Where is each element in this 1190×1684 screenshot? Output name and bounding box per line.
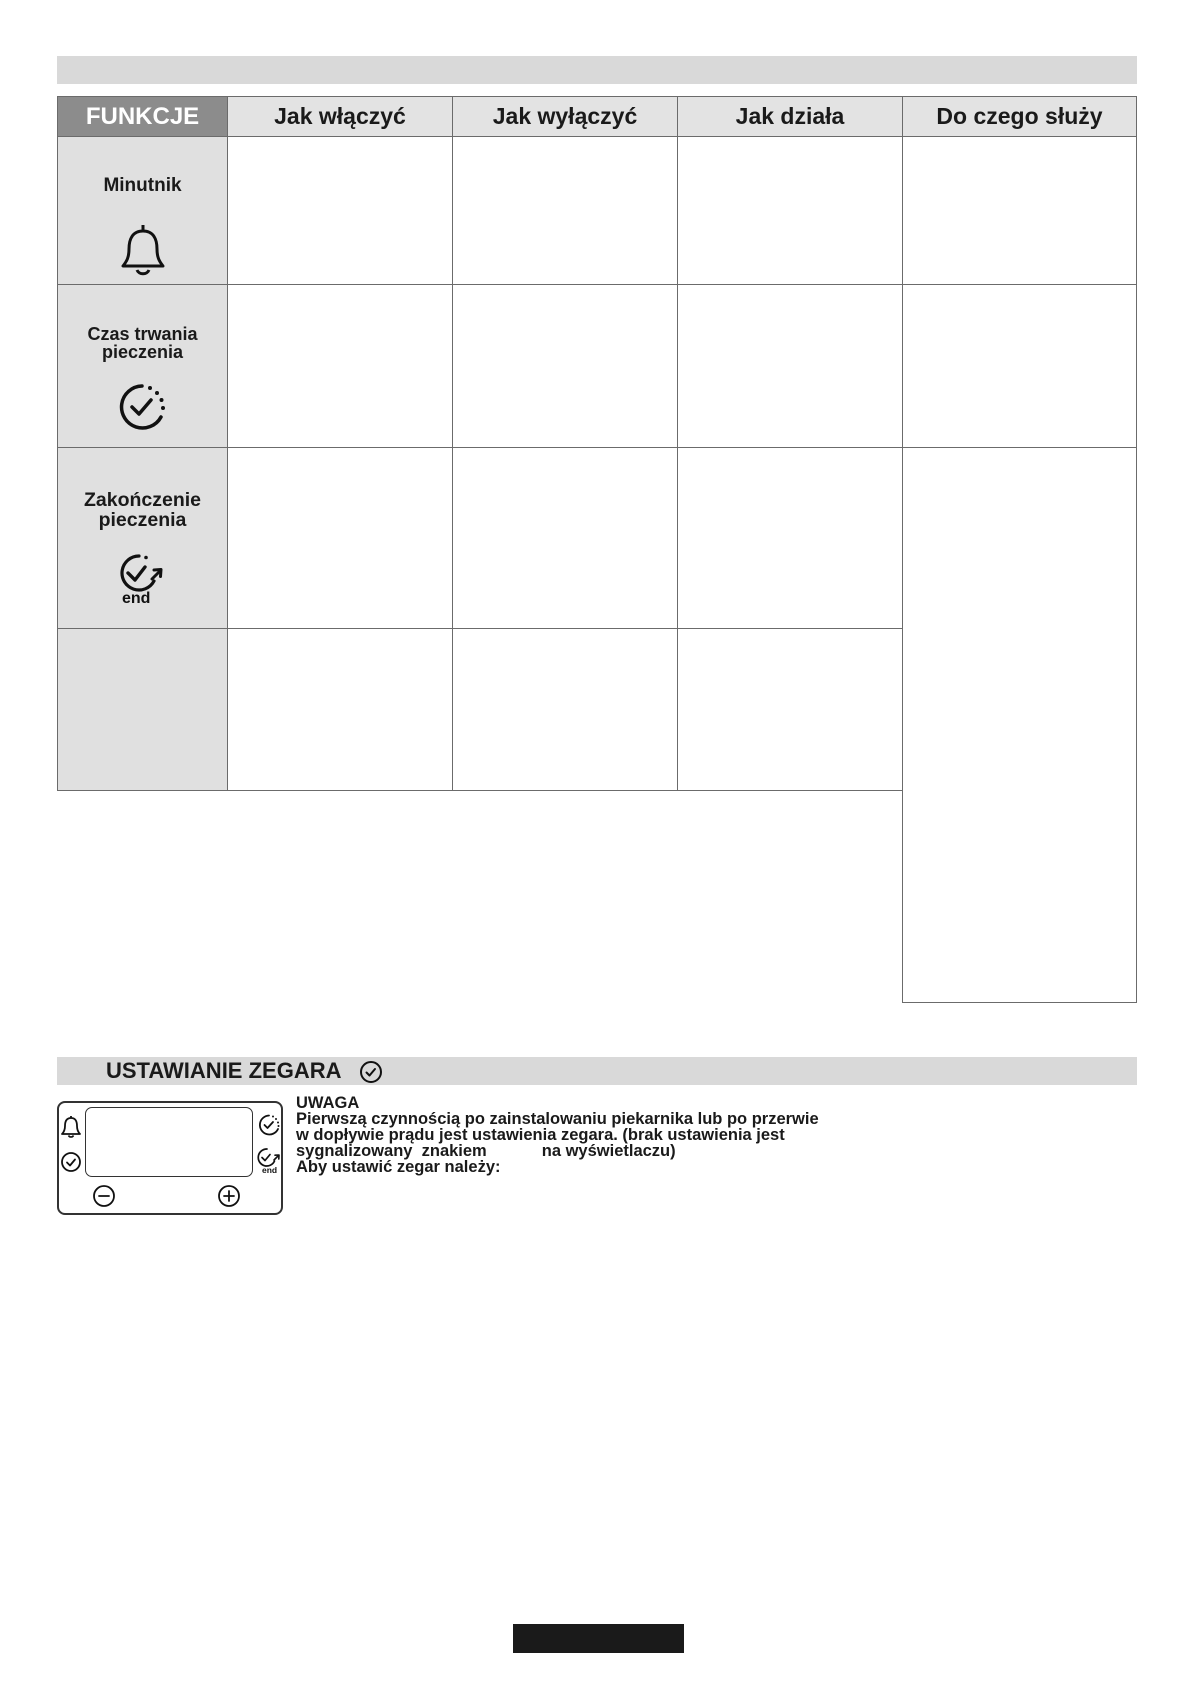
row-minutnik-function bbox=[57, 136, 228, 285]
bell-icon[interactable] bbox=[60, 1114, 82, 1138]
cooking-duration-icon[interactable] bbox=[257, 1113, 281, 1137]
note-block bbox=[296, 1095, 819, 1175]
note-line4: Aby ustawić zegar należy: bbox=[296, 1158, 501, 1176]
row-empty-function bbox=[57, 628, 228, 791]
note-heading: UWAGA bbox=[296, 1094, 360, 1112]
row-duration-how-works bbox=[677, 284, 903, 448]
note-line3: sygnalizowany znakiem na wyświetlaczu) bbox=[296, 1142, 676, 1160]
clock-check-icon[interactable] bbox=[60, 1151, 82, 1173]
panel-end-text: end bbox=[262, 1165, 278, 1175]
header-how-off-text: Jak wyłączyć bbox=[492, 103, 638, 129]
plus-icon[interactable] bbox=[217, 1184, 241, 1208]
row-minutnik-how-off bbox=[452, 136, 678, 285]
header-functions bbox=[57, 96, 228, 137]
row-duration-purpose bbox=[902, 284, 1137, 448]
header-functions-text: FUNKCJE bbox=[85, 102, 200, 130]
row-end-how-on bbox=[227, 447, 453, 629]
note-line1: Pierwszą czynnością po zainstalowaniu piekarnika lub po przerwie bbox=[296, 1110, 819, 1128]
row-end-function bbox=[57, 447, 228, 629]
row-minutnik-purpose bbox=[902, 136, 1137, 285]
header-how-works bbox=[677, 96, 903, 137]
header-purpose-text: Do czego służy bbox=[936, 103, 1103, 129]
duration-label-line2: pieczenia bbox=[101, 342, 184, 362]
row-minutnik-how-on bbox=[227, 136, 453, 285]
row-empty-how-works bbox=[677, 628, 903, 791]
top-gray-bar bbox=[57, 56, 1137, 84]
bell-icon bbox=[118, 221, 168, 277]
end-label-line1: Zakończenie bbox=[83, 489, 202, 511]
clock-section-title: USTAWIANIE ZEGARA bbox=[106, 1058, 342, 1083]
end-icon-text: end bbox=[122, 590, 151, 607]
header-how-on bbox=[227, 96, 453, 137]
row-duration-how-on bbox=[227, 284, 453, 448]
row-end-how-works bbox=[677, 447, 903, 629]
header-how-off bbox=[452, 96, 678, 137]
duration-label-line1: Czas trwania bbox=[87, 324, 198, 344]
clock-check-icon bbox=[359, 1060, 383, 1084]
header-how-works-text: Jak działa bbox=[735, 103, 845, 129]
row-minutnik-how-works bbox=[677, 136, 903, 285]
row-end-how-off bbox=[452, 447, 678, 629]
end-label-line2: pieczenia bbox=[98, 509, 187, 531]
row-duration-how-off bbox=[452, 284, 678, 448]
cooking-duration-icon bbox=[116, 381, 168, 433]
row-empty-how-on bbox=[227, 628, 453, 791]
row-duration-function bbox=[57, 284, 228, 448]
row-empty-how-off bbox=[452, 628, 678, 791]
header-purpose bbox=[902, 96, 1137, 137]
page-footer-block bbox=[513, 1624, 684, 1653]
display-screen bbox=[85, 1107, 253, 1177]
minus-icon[interactable] bbox=[92, 1184, 116, 1208]
header-how-on-text: Jak włączyć bbox=[274, 103, 406, 129]
minutnik-label: Minutnik bbox=[103, 175, 182, 196]
note-line2: w dopływie prądu jest ustawienia zegara. (brak ustawienia jest bbox=[296, 1126, 785, 1144]
row-end-purpose-merged bbox=[902, 447, 1137, 1003]
